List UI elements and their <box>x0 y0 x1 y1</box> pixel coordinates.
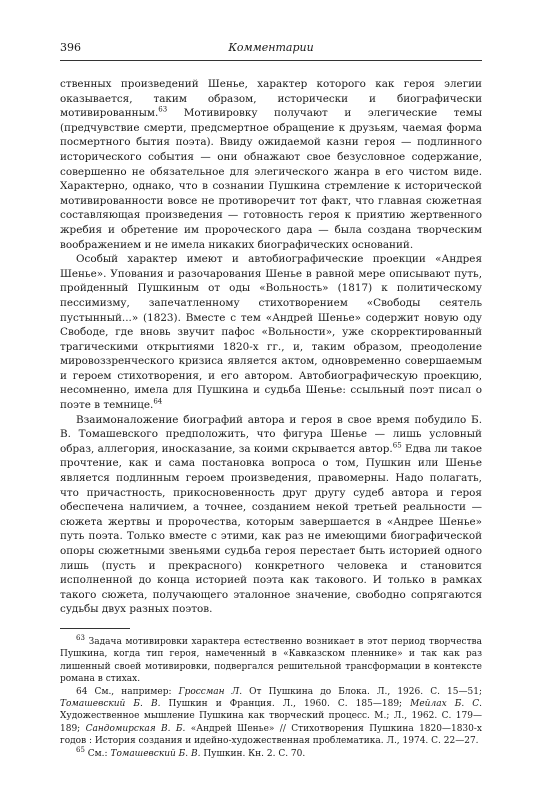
footnote-65 <box>60 745 482 760</box>
footnote-ref-63[interactable]: 63 <box>158 105 168 114</box>
footnote-text: Художественное мышление Пушкина как творческий процесс. М.; Л., 1962. С. 179—189; <box>60 711 482 734</box>
footnote-number: 63 <box>76 634 85 642</box>
paragraph-3 <box>60 413 482 617</box>
footnote-text: Задача мотивировки характера естественно возникает в этот период творчества Пушкина, когда тип героя, намеченный в «Кавказском пленнике» и так как раз лишенный своей мотивировки, подвергался решительной трансформации в контексте романа в стихах. <box>60 637 482 685</box>
footnote-author: Мейлах Б. С. <box>410 699 482 710</box>
page-number: 396 <box>60 41 81 54</box>
footnote-text: См., например: <box>87 686 179 697</box>
footnote-text: Пушкин и Франция. Л., 1960. С. 185—189; <box>160 699 411 710</box>
running-head <box>60 38 482 61</box>
footnote-ref-64[interactable]: 64 <box>153 397 163 406</box>
paragraph-2 <box>60 252 482 413</box>
footnote-63 <box>60 636 482 686</box>
footnote-author: Томашевский Б. В. <box>110 748 201 759</box>
footnote-text: От Пушкина до Блока. Л., 1926. С. 15—51; <box>242 686 482 697</box>
footnote-author: Томашевский Б. В. <box>60 699 161 710</box>
footnote-text: Пушкин. Кн. 2. С. 70. <box>200 748 306 759</box>
section-title: Комментарии <box>228 41 314 54</box>
body-text <box>60 77 482 617</box>
footnote-text: См.: <box>84 748 111 759</box>
footnote-divider <box>60 628 130 629</box>
footnote-ref-65[interactable]: 65 <box>392 441 402 450</box>
footnote-text: «Андрей Шенье» // Стихотворения Пушкина 1820—1830-х годов : История создания и идейно-художественная проблематика. Л., 1974. С. 22—27. <box>60 723 483 747</box>
footnote-number: 65 <box>76 745 85 754</box>
footnote-number: 64 <box>76 686 88 697</box>
paragraph-1 <box>60 77 482 252</box>
footnote-author: Гроссман Л. <box>178 686 243 697</box>
footnote-64 <box>60 686 482 748</box>
footnotes <box>60 636 482 760</box>
book-page <box>60 38 482 768</box>
paragraph-text: Мотивировку получают и элегические темы (предчувствие смерти, предсмертное обращение к друзьям, чаемая форма посмертного бытия поэта). Ввиду ожидаемой казни героя — подлинного исторического события — они обнажают свое безусловное содержание, совершенно не обязательное для элегического жанра в его чистом виде. Характерно, однако, что в сознании Пушкина стремление к исторической мотивированности вовсе не противоречит тот факт, что главная сюжетная составляющая произведения — готовность героя к приятию жертвенного жребия и обретение им пророческого дара — была создана творческим воображением и не имела никаких биографических оснований. <box>60 107 482 251</box>
paragraph-text: Особый характер имеют и автобиографические проекции «Андрея Шенье». Упования и разочарования Шенье в равной мере описывают путь, пройденный Пушкиным от оды «Вольность» (1817) к политическому пессимизму, запечатленному стихотворением «Свободы сеятель пустынный...» (1823). Вместе с тем «Андрей Шенье» содержит новую оду Свободе, где вновь звучит пафос «Вольности», уже скорректированный трагическими открытиями 1820-х гг., и, таким образом, преодоление мировоззренческого кризиса является актом, одновременно совершаемым и героем стихотворения, и его автором. Автобиографическую проекцию, несомненно, имела для Пушкина и судьба Шенье: ссыльный поэт писал о поэте в темнице. <box>60 253 482 412</box>
paragraph-text: Взаимоналожение биографий автора и героя в свое время побудило Б. В. Томашевского предположить, что фигура Шенье — лишь условный образ, аллегория, иносказание, за коими скрывается автор. <box>60 413 482 455</box>
footnote-author: Сандомирская В. Б. <box>85 723 186 734</box>
paragraph-text: ственных произведений Шенье, характер которого как героя элегии оказывается, таким образом, исторически и биографически мотивированным. <box>60 78 482 120</box>
paragraph-text: Едва ли такое прочтение, как и сама постановка вопроса о том, Пушкин или Шенье является подлинным героем произведения, правомерны. Надо полагать, что причастность, прикосновенность друг другу судеб автора и героя обеспечена наличием, а точнее, созданием некой третьей реальности — сюжета жертвы и пророчества, которым завершается в «Андрее Шенье» путь поэта. Только вместе с этими, как раз не имеющими биографической опоры сюжетными звеньями судьба героя перестает быть историей одного лишь (пусть и прекрасного) конкретного человека и становится исполненной до конца историей поэта как такового. И только в рамках такого сюжета, получающего эталонное значение, свободно сопрягаются судьбы двух разных поэтов. <box>60 442 482 616</box>
